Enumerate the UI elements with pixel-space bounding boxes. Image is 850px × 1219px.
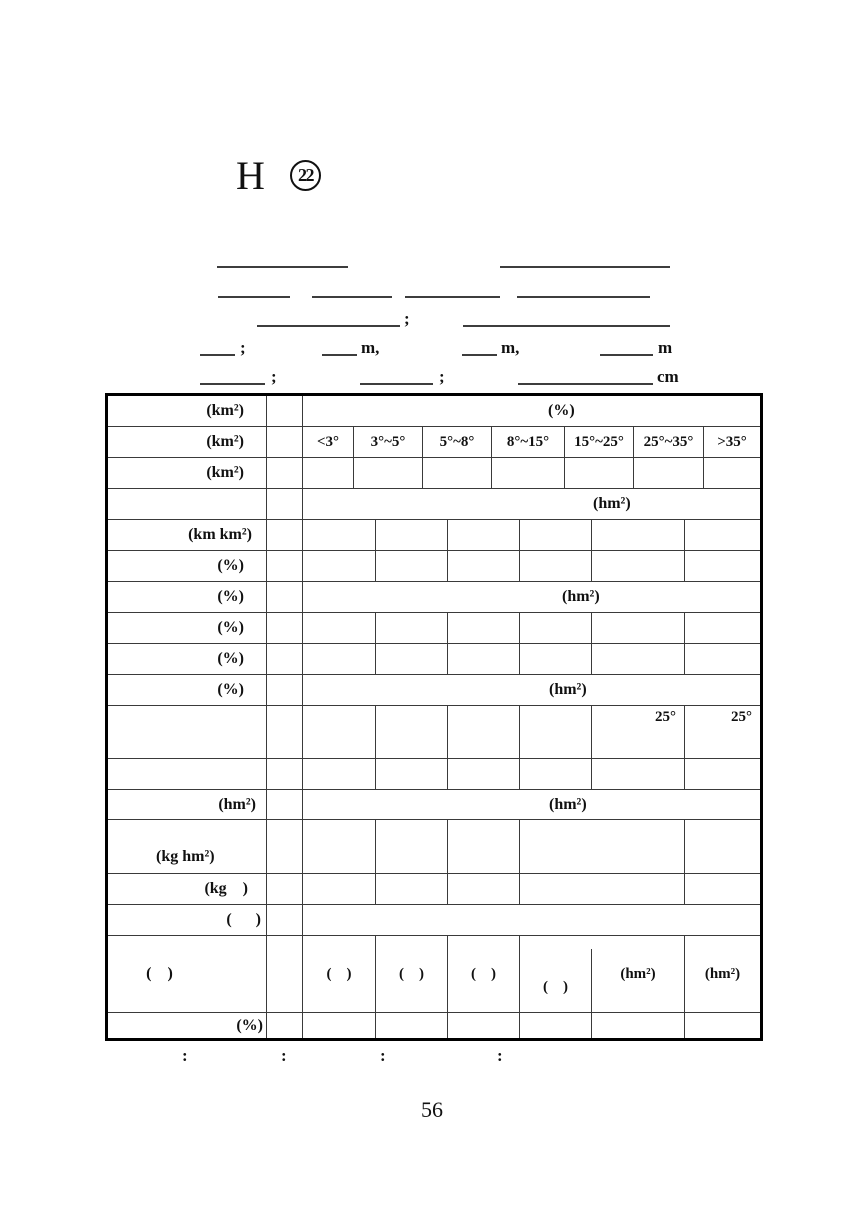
meter-unit-label: m, [361,338,380,357]
blank-line [405,296,500,298]
table-row [108,551,760,582]
empty-cell [376,551,448,581]
empty-cell [423,458,492,488]
blank-line [200,354,235,356]
empty-cell [448,551,520,581]
meter-unit-label: m [658,338,673,357]
blank-line [200,383,265,385]
empty-cell [267,582,303,612]
page-number: 56 [421,1097,443,1122]
blank-line [463,325,670,327]
table-row [108,582,760,613]
empty-cell [592,759,685,789]
slope-header: 25°~35° [634,427,704,457]
empty-cell [685,613,760,643]
empty-cell [267,458,303,488]
percent-span-label: (%) [548,402,575,419]
empty-cell [448,874,520,904]
row-unit-label: (%) [108,582,267,612]
paren-unit-cell: ( ) [376,936,448,1012]
row-unit-label: (kg hm²) [108,820,267,873]
merged-empty-cell [520,874,685,904]
row-unit-label: (km²) [108,396,267,426]
empty-cell [303,551,376,581]
row-unit-label: (%) [108,675,267,705]
empty-cell [267,675,303,705]
row-unit-label: (%) [108,613,267,643]
empty-cell [592,1013,685,1038]
empty-cell [376,706,448,758]
slope-header: >35° [717,433,747,450]
blank-line [217,266,348,268]
deg25-cell: 25° [731,709,752,725]
table-row [108,489,760,520]
row-unit-label: (%) [108,644,267,674]
semicolon-separator: ; [439,367,445,386]
empty-cell [267,644,303,674]
blank-line [500,266,670,268]
empty-cell [448,820,520,873]
row-unit-label: (%) [108,551,267,581]
empty-cell [267,706,303,758]
blank-line [360,383,433,385]
hm2-span-label: (hm²) [562,588,600,605]
table-row [108,790,760,820]
paren-unit-cell: ( ) [303,936,376,1012]
row-unit-label: ( ) [108,936,267,1012]
table-row [108,905,760,936]
blank-line [257,325,400,327]
empty-cell [267,874,303,904]
centimeter-unit-label: cm [657,367,679,386]
footer-colon: : [182,1046,188,1065]
empty-cell [376,520,448,550]
header-letter: H [236,153,265,198]
table-row [108,759,760,790]
empty-cell [448,520,520,550]
empty-cell [685,520,760,550]
table-row [108,874,760,905]
empty-cell [704,458,760,488]
empty-cell [376,759,448,789]
empty-cell [634,458,704,488]
empty-cell [520,520,592,550]
empty-cell [448,613,520,643]
empty-cell [303,874,376,904]
empty-cell [448,644,520,674]
empty-cell [303,613,376,643]
table-row [108,706,760,759]
circled-number-22 [290,160,321,191]
blank-line [218,296,290,298]
semicolon-separator: ; [271,367,277,386]
empty-cell [267,905,303,935]
empty-cell [303,820,376,873]
empty-cell [108,706,267,758]
slope-header: 3°~5° [354,427,423,457]
empty-cell [267,1013,303,1038]
empty-cell [267,820,303,873]
empty-cell [565,458,634,488]
empty-cell [303,1013,376,1038]
blank-line [518,383,653,385]
empty-cell [448,1013,520,1038]
empty-cell [492,458,565,488]
empty-cell [267,613,303,643]
empty-cell [267,759,303,789]
row-unit-label: ( ) [108,905,267,935]
circled-number-label: 22 [298,165,313,185]
hm2-unit-cell: (hm²) [704,965,741,982]
blank-line [462,354,497,356]
empty-cell [267,520,303,550]
semicolon-separator: ; [404,309,410,328]
empty-cell [520,613,592,643]
hm2-span-label: (hm²) [549,795,587,813]
row-unit-label: (kg ) [108,874,267,904]
empty-cell [303,458,354,488]
blank-line [312,296,392,298]
empty-cell [520,759,592,789]
empty-cell [303,644,376,674]
empty-cell [592,644,685,674]
table-row [108,520,760,551]
footer-colon: : [380,1046,386,1065]
empty-cell [448,706,520,758]
slope-header: 15°~25° [565,427,634,457]
empty-cell [108,759,267,789]
empty-cell [267,936,303,1012]
slope-header-row [108,427,760,458]
empty-cell [685,1013,760,1038]
hm2-unit-cell: (hm²) [592,936,685,1012]
slope-header: <3° [303,427,354,457]
slope-header: 8°~15° [492,427,565,457]
empty-cell [108,489,267,519]
empty-cell [303,759,376,789]
row-unit-label: (km²) [108,427,267,457]
semicolon-separator: ; [240,338,246,357]
table-row [108,396,760,427]
empty-cell [520,706,592,758]
empty-cell [520,551,592,581]
empty-cell [267,427,303,457]
empty-span-cell [303,905,760,935]
hm2-span-label: (hm²) [549,681,587,698]
empty-cell [303,706,376,758]
row-unit-label: (km km²) [108,520,267,550]
table-row [108,675,760,706]
empty-cell [267,489,303,519]
empty-cell [592,613,685,643]
empty-cell [520,644,592,674]
empty-cell [685,551,760,581]
empty-cell [592,551,685,581]
empty-cell [267,790,303,819]
hm2-span-label: (hm²) [593,495,631,512]
empty-cell [685,874,760,904]
merged-empty-cell [520,820,685,873]
empty-cell [303,520,376,550]
empty-cell [376,820,448,873]
blank-line [600,354,653,356]
empty-cell [376,874,448,904]
row-unit-label: (hm²) [108,790,267,819]
table-row [108,936,760,1013]
row-unit-label: (km²) [108,458,267,488]
table-row [108,644,760,675]
empty-cell [354,458,423,488]
table-row [108,1013,760,1038]
empty-cell [267,396,303,426]
blank-line [322,354,357,356]
table-row [108,820,760,874]
empty-cell [267,551,303,581]
row-unit-label: (%) [108,1013,267,1038]
empty-cell [376,1013,448,1038]
blank-line [517,296,650,298]
empty-cell [685,644,760,674]
empty-cell [448,759,520,789]
empty-cell [592,520,685,550]
empty-cell [376,613,448,643]
survey-form-table [105,393,763,1041]
slope-header: 5°~8° [423,427,492,457]
paren-unit-cell: ( ) [520,949,592,1025]
empty-cell [685,820,760,873]
empty-cell [685,759,760,789]
footer-colon: : [281,1046,287,1065]
meter-unit-label: m, [501,338,520,357]
paren-unit-cell: ( ) [448,936,520,1012]
empty-cell [376,644,448,674]
table-row [108,613,760,644]
footer-colon: : [497,1046,503,1065]
table-row [108,458,760,489]
deg25-cell: 25° [592,706,685,758]
